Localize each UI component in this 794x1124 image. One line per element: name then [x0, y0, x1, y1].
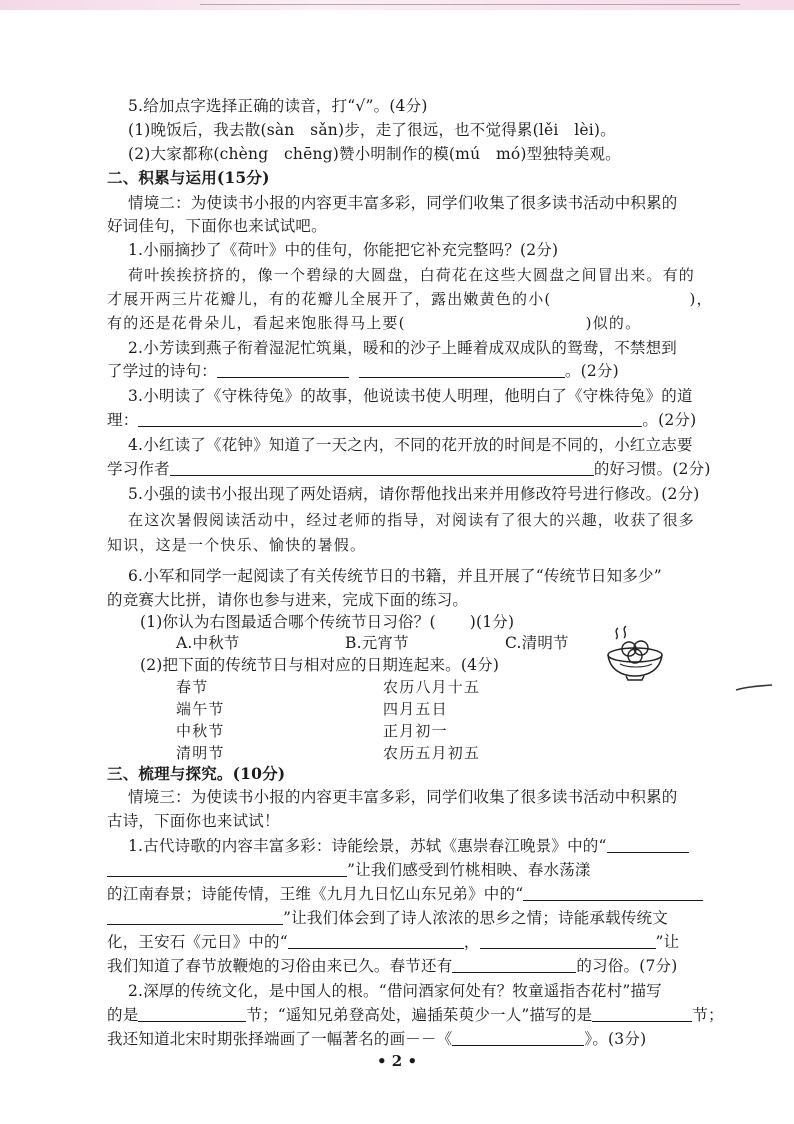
s3-q2-blank-2[interactable]: [592, 1006, 692, 1022]
s3-q1-blank-1[interactable]: [607, 837, 689, 853]
q5-sentence-2: (2)大家都称(chèng chēng)赞小明制作的模(mú mó)型独特美观。: [128, 145, 621, 163]
s2-q5-passage-1: 在这次暑假阅读活动中，经过老师的指导，对阅读有了很大的兴趣，收获了很多: [128, 511, 696, 529]
s2-q1-passage-3: 有的还是花骨朵儿，看起来饱胀得马上要( )似的。: [107, 314, 642, 332]
s2-q1-title: 1.小丽摘抄了《荷叶》中的佳句，你能把它补充完整吗？(2分): [128, 241, 559, 259]
q5-title: 5.给加点字选择正确的读音，打“√”。(4分): [128, 97, 428, 115]
festival-item[interactable]: 中秋节: [176, 722, 225, 740]
tangyuan-bowl-icon: [604, 624, 668, 682]
date-item[interactable]: 农历八月十五: [383, 678, 481, 696]
s3-q1-blank-6[interactable]: [480, 933, 656, 949]
festival-item[interactable]: 清明节: [176, 744, 225, 762]
festival-item[interactable]: 端午节: [176, 700, 225, 718]
s2-q2-blank-1[interactable]: [217, 362, 349, 378]
s2-q6-line-1: 6.小军和同学一起阅读了有关传统节日的书籍，并且开展了“传统节日知多少”: [128, 567, 662, 585]
date-item[interactable]: 农历五月初五: [383, 744, 481, 762]
s2-q2-line-1: 2.小芳读到燕子衔着湿泥忙筑巢，暖和的沙子上睡着成双成队的鸳鸯，不禁想到: [128, 339, 677, 357]
s2-q4-line-2: 学习作者 的好习惯。(2分): [107, 460, 711, 478]
section-2-intro-2: 好词佳句，下面你也来试试吧。: [107, 217, 327, 235]
s3-q1-blank-2[interactable]: [107, 861, 347, 877]
s3-q1-line-4: ”让我们体会到了诗人浓浓的思乡之情；诗能承载传统文: [107, 908, 668, 928]
date-item[interactable]: 四月五日: [383, 700, 448, 718]
s3-q2-line-2: 的是 节；“遥知兄弟登高处，遍插茱萸少一人”描写的是 节；: [107, 1006, 724, 1024]
section-2-intro-1: 情境二：为使读书小报的内容更丰富多彩，同学们收集了很多读书活动中积累的: [128, 194, 678, 212]
option-c[interactable]: C.清明节: [505, 634, 569, 652]
section-3-intro-1: 情境三：为使读书小报的内容更丰富多彩，同学们收集了很多读书活动中积累的: [128, 788, 678, 806]
option-b[interactable]: B.元宵节: [345, 634, 409, 652]
s3-q2-blank-3[interactable]: [452, 1030, 584, 1046]
page-number: • 2 •: [376, 1052, 418, 1070]
s3-q1-line-3: 的江南春景；诗能传情，王维《九月九日忆山东兄弟》中的“: [107, 884, 703, 904]
s3-q1-line-5: 化，王安石《元日》中的“ ， ”让: [107, 933, 680, 951]
s2-q3-blank[interactable]: [138, 411, 642, 427]
s3-q2-line-3: 我还知道北宋时期张择端画了一幅著名的画－－《 》。(3分): [107, 1030, 647, 1048]
s3-q1-line-6: 我们知道了春节放鞭炮的习俗由来已久。春节还有 的习俗。(7分): [107, 957, 678, 975]
s2-q6-part-1: (1)你认为右图最适合哪个传统节日习俗？( )(1分): [140, 613, 515, 631]
s2-q4-line-1: 4.小红读了《花钟》知道了一天之内，不同的花开放的时间是不同的，小红立志要: [128, 436, 693, 454]
s2-q6-part-2: (2)把下面的传统节日与相对应的日期连起来。(4分): [140, 656, 500, 674]
s2-q6-line-2: 的竞赛大比拼，请你也参与进来，完成下面的练习。: [107, 591, 469, 609]
s3-q1-line-2: ”让我们感受到竹桃相映、春水荡漾: [107, 860, 591, 880]
s2-q3-line-2: 理： 。(2分): [107, 411, 697, 429]
s3-q1-blank-3[interactable]: [523, 885, 703, 901]
s3-q1-blank-7[interactable]: [452, 957, 576, 973]
option-a[interactable]: A.中秋节: [176, 634, 240, 652]
q5-sentence-1: (1)晚饭后，我去散(sàn sǎn)步，走了很远，也不觉得累(lěi lèi)。: [128, 121, 616, 139]
s3-q1-line-1: 1.古代诗歌的内容丰富多彩：诗能绘景，苏轼《惠崇春江晚景》中的“: [128, 836, 689, 856]
s2-q3-line-1: 3.小明读了《守株待兔》的故事，他说读书使人明理，他明白了《守株待兔》的道: [128, 387, 693, 405]
s2-q5-title: 5.小强的读书小报出现了两处语病，请你帮他找出来并用修改符号进行修改。(2分): [128, 485, 700, 503]
s2-q4-blank[interactable]: [170, 460, 594, 476]
section-3-header: 三、梳理与探究。(10分): [107, 764, 286, 783]
s3-q2-line-1: 2.深厚的传统文化，是中国人的根。“借问酒家何处有？牧童遥指杏花村”描写: [128, 982, 662, 1000]
pen-stroke-mark-icon: [734, 683, 774, 693]
section-2-header: 二、积累与运用(15分): [107, 168, 270, 187]
s2-q2-blank-2[interactable]: [359, 362, 565, 378]
s2-q1-passage-2: 才展开两三片花瓣儿，有的花瓣儿全展开了，露出嫩黄色的小( )，: [107, 290, 713, 308]
date-item[interactable]: 正月初一: [383, 722, 448, 740]
s3-q1-blank-5[interactable]: [288, 933, 464, 949]
festival-item[interactable]: 春节: [176, 678, 209, 696]
s2-q5-passage-2: 知识，这是一个快乐、愉快的暑假。: [107, 536, 367, 554]
s2-q2-line-2: 了学过的诗句： 。(2分): [107, 362, 619, 380]
s2-q1-passage-1: 荷叶挨挨挤挤的，像一个碧绿的大圆盘，白荷花在这些大圆盘之间冒出来。有的: [128, 266, 696, 284]
s3-q1-blank-4[interactable]: [107, 909, 283, 925]
s3-q2-blank-1[interactable]: [138, 1006, 246, 1022]
section-3-intro-2: 古诗，下面你也来试试！: [107, 812, 280, 830]
